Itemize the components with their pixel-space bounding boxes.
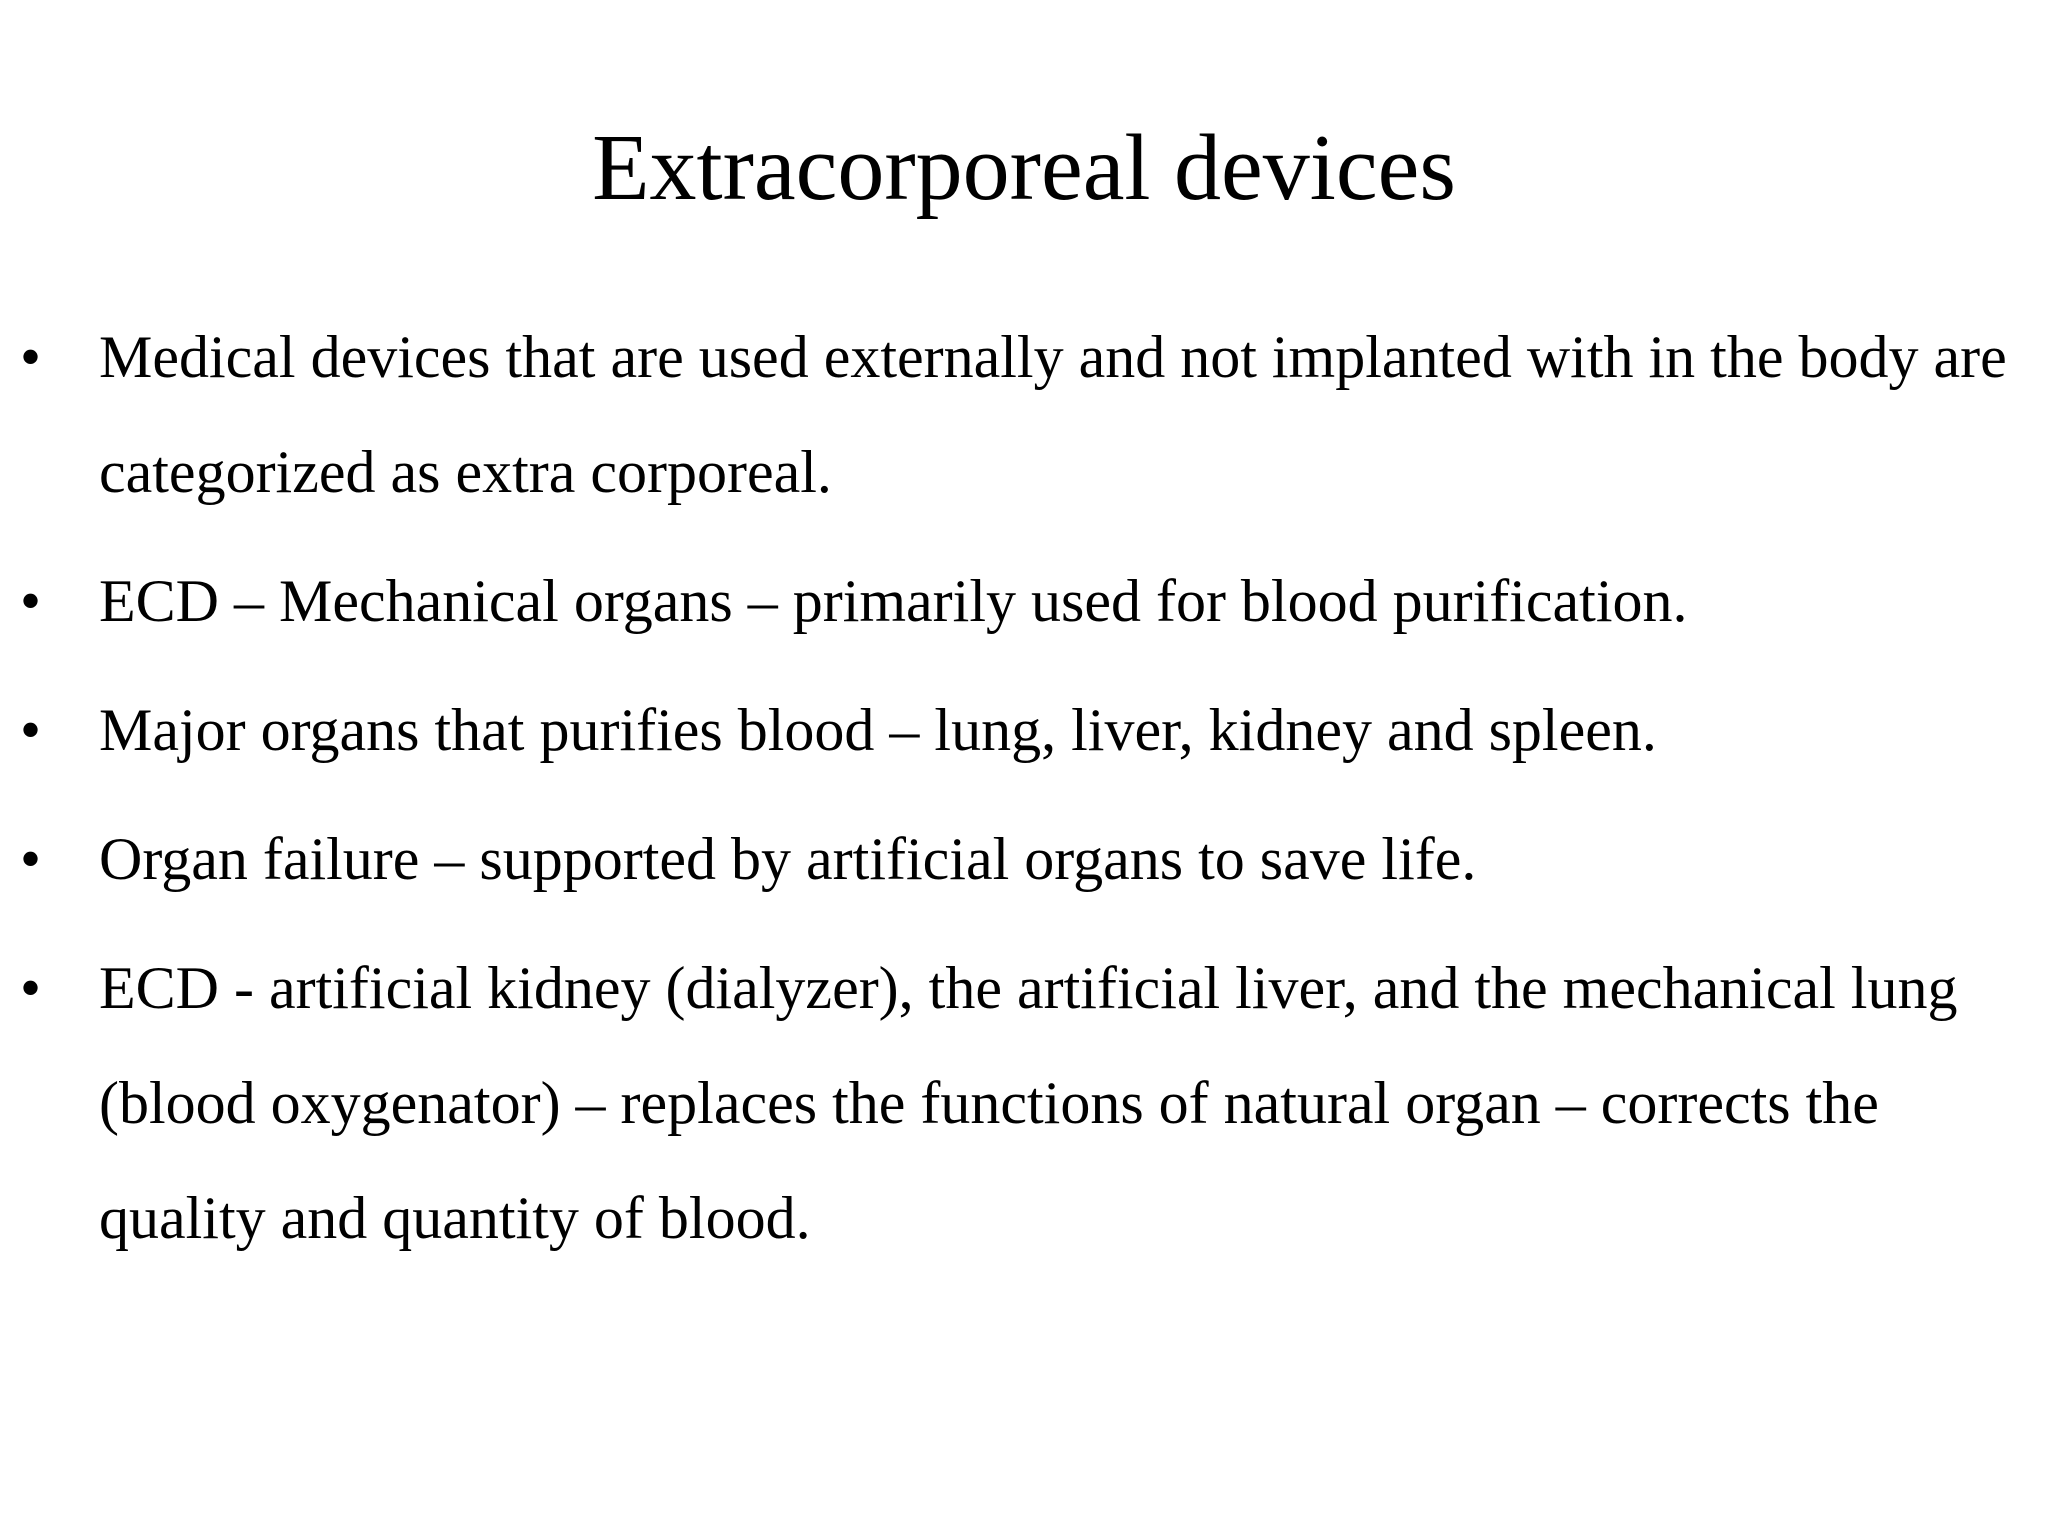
bullet-item xyxy=(0,802,2048,917)
bullet-item xyxy=(0,931,2048,1276)
bullet-item xyxy=(0,544,2048,659)
bullet-icon: • xyxy=(20,568,42,634)
bullet-icon: • xyxy=(20,697,42,763)
bullet-list xyxy=(0,300,2048,1290)
bullet-text: ECD – Mechanical organs – primarily used for blood purification. xyxy=(99,568,1688,634)
bullet-item xyxy=(0,673,2048,788)
bullet-icon: • xyxy=(20,826,42,892)
bullet-icon: • xyxy=(20,324,42,390)
bullet-item xyxy=(0,300,2048,530)
bullet-text: Major organs that purifies blood – lung, liver, kidney and spleen. xyxy=(99,697,1657,763)
bullet-text: Medical devices that are used externally and not implanted with in the body are categorized as extra corporeal. xyxy=(99,324,2007,505)
bullet-text: ECD - artificial kidney (dialyzer), the artificial liver, and the mechanical lung (blood oxygenator) – replaces the functions of natural organ – corrects the quality and quantity of blood. xyxy=(99,955,1958,1251)
slide-title: Extracorporeal devices xyxy=(592,116,1456,220)
bullet-icon: • xyxy=(20,955,42,1021)
bullet-text: Organ failure – supported by artificial organs to save life. xyxy=(99,826,1477,892)
